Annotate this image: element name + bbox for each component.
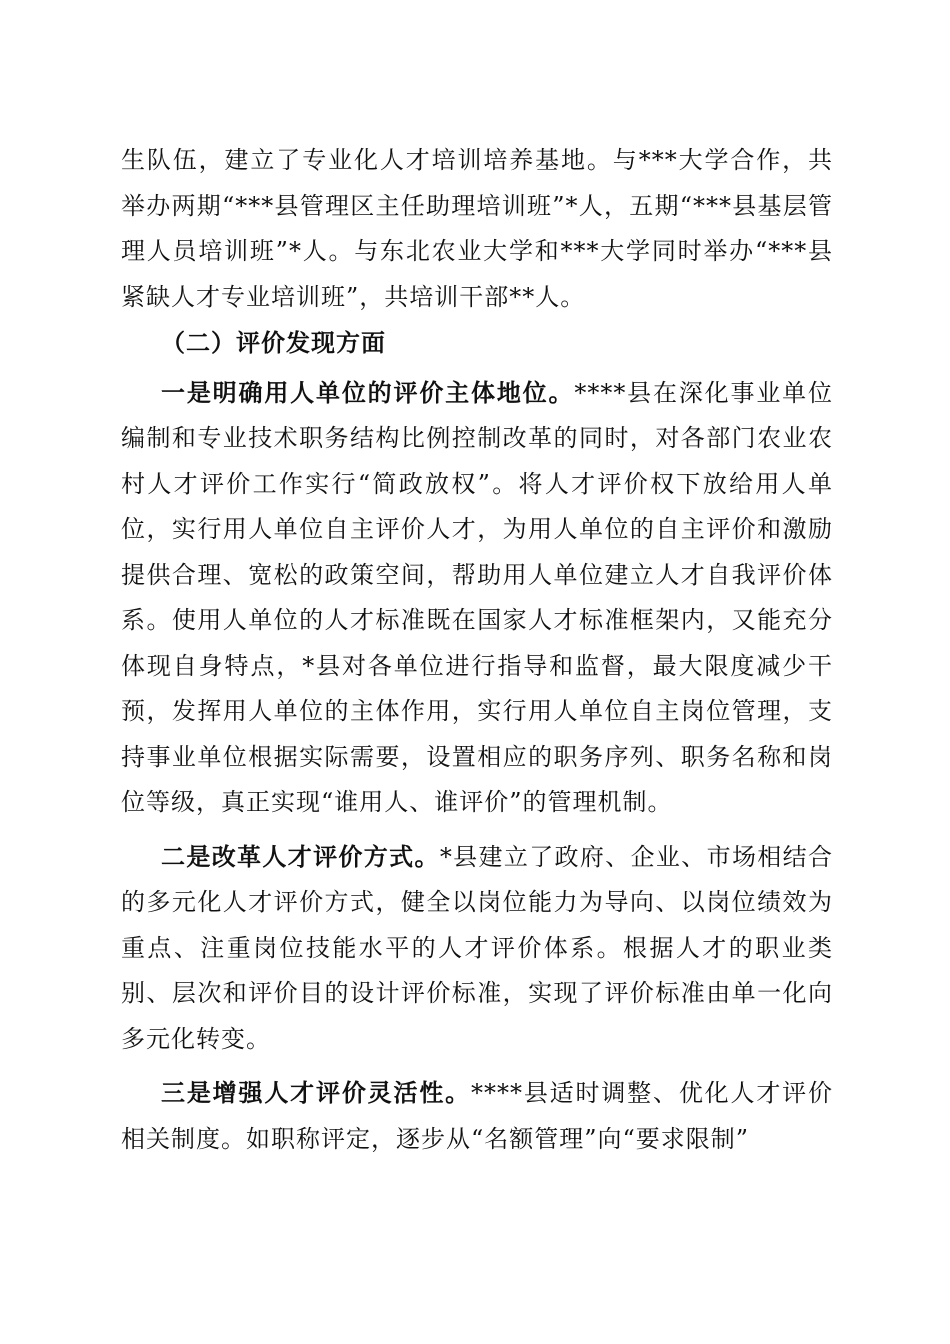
paragraph-body-employer-subject: ****县在深化事业单位编制和专业技术职务结构比例控制改革的同时，对各部门农业农村人才评价工作实行“简政放权”。将人才评价权下放给用人单位，实行用人单位自主评价人才，为用人单位的自主评价和激励提供合理、宽松的政策空间，帮助用人单位建立人才自我评价体系。使用人单位的人才标准既在国家人才标准框架内，又能充分体现自身特点，*县对各单位进行指导和监督，最大限度减少干预，发挥用人单位的主体作用，实行用人单位自主岗位管理，支持事业单位根据实际需要，设置相应的职务序列、职务名称和岗位等级，真正实现“谁用人、谁评价”的管理机制。 xyxy=(121,378,834,816)
paragraph-evaluation-method xyxy=(121,834,833,1063)
paragraph-lead-evaluation-method: 二是改革人才评价方式。 xyxy=(161,841,440,871)
document-body xyxy=(121,138,833,1162)
paragraph-evaluation-flexibility xyxy=(121,1070,833,1162)
paragraph-lead-employer-subject: 一是明确用人单位的评价主体地位。 xyxy=(161,377,575,407)
paragraph-lead-evaluation-flexibility: 三是增强人才评价灵活性。 xyxy=(161,1078,471,1107)
section-heading-evaluation: （二）评价发现方面 xyxy=(161,328,386,357)
paragraph-body-evaluation-flexibility: ****县适时调整、优化人才评价相关制度。如职称评定，逐步从“名额管理”向“要求限制” xyxy=(121,1079,833,1153)
paragraph-training: 生队伍，建立了专业化人才培训培养基地。与***大学合作，共举办两期“***县管理区主任助理培训班”*人，五期“***县基层管理人员培训班”*人。与东北农业大学和***大学同时举办“***县紧缺人才专业培训班”，共培训干部**人。 xyxy=(121,146,833,311)
paragraph-employer-subject xyxy=(121,370,833,826)
paragraph-body-evaluation-method: *县建立了政府、企业、市场相结合的多元化人才评价方式，健全以岗位能力为导向、以岗位绩效为重点、注重岗位技能水平的人才评价体系。根据人才的职业类别、层次和评价目的设计评价标准，实现了评价标准由单一化向多元化转变。 xyxy=(121,842,834,1053)
